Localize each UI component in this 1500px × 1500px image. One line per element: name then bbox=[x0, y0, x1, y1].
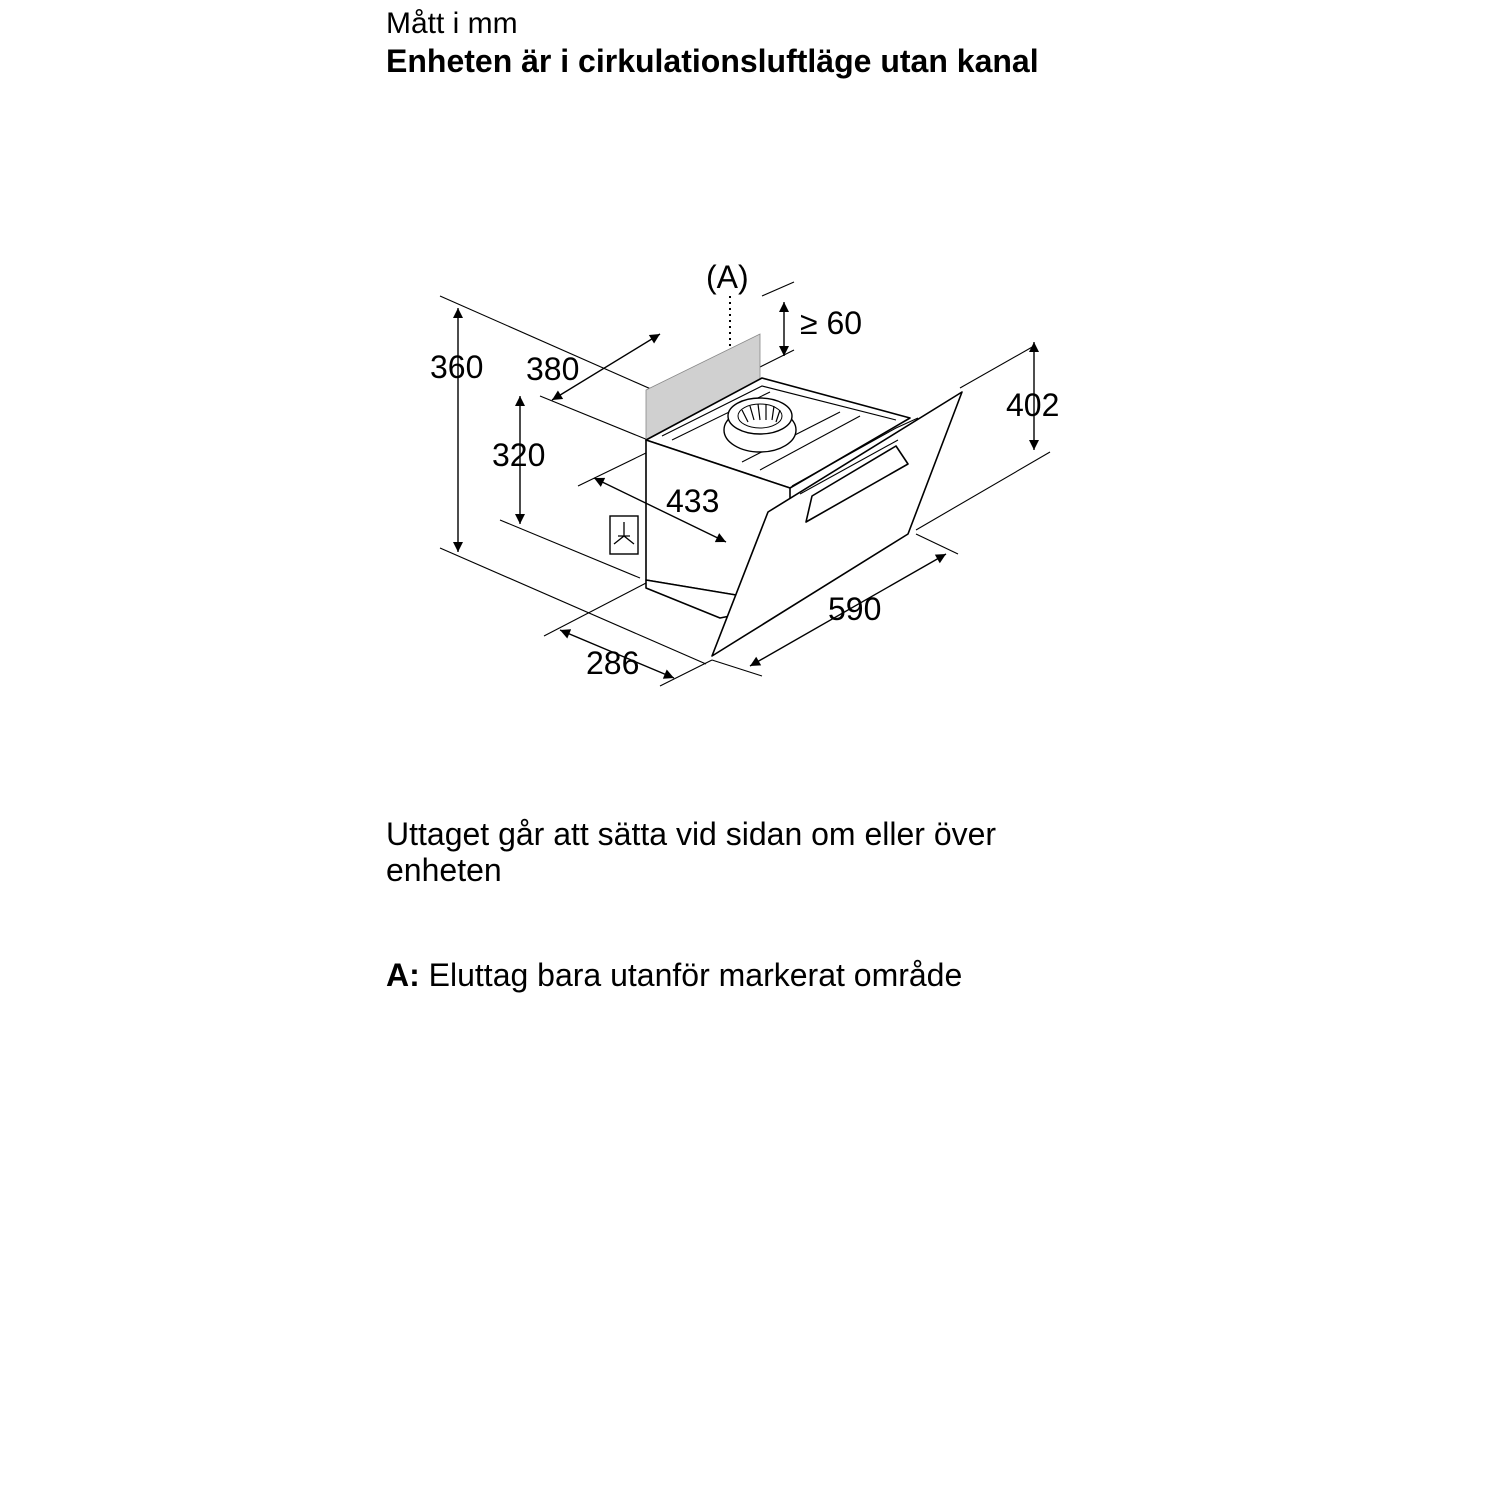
callout-a-label: (A) bbox=[706, 259, 749, 295]
dim-label-body-height: 320 bbox=[492, 437, 546, 473]
dim-label-top-depth: 380 bbox=[526, 351, 580, 387]
socket-icon bbox=[610, 516, 638, 554]
hood-body bbox=[610, 296, 962, 656]
fan-icon bbox=[724, 398, 796, 452]
units-text: Mått i mm bbox=[386, 7, 518, 40]
dim-label-depth: 286 bbox=[586, 645, 640, 681]
legend-text: Eluttag bara utanför markerat område bbox=[428, 957, 963, 993]
dim-label-total-height: 360 bbox=[430, 349, 484, 385]
dim-label-total-width: 590 bbox=[828, 591, 882, 627]
dim-label-body-width: 433 bbox=[666, 483, 720, 519]
legend-key: A: bbox=[386, 957, 420, 993]
dim-label-clearance: ≥ 60 bbox=[800, 305, 863, 341]
legend bbox=[386, 956, 962, 994]
placement-note: Uttaget går att sätta vid sidan om eller över enheten bbox=[386, 816, 997, 888]
page-title: Enheten är i cirkulationsluftläge utan kanal bbox=[386, 43, 1039, 79]
dim-label-glass-height: 402 bbox=[1006, 387, 1060, 423]
